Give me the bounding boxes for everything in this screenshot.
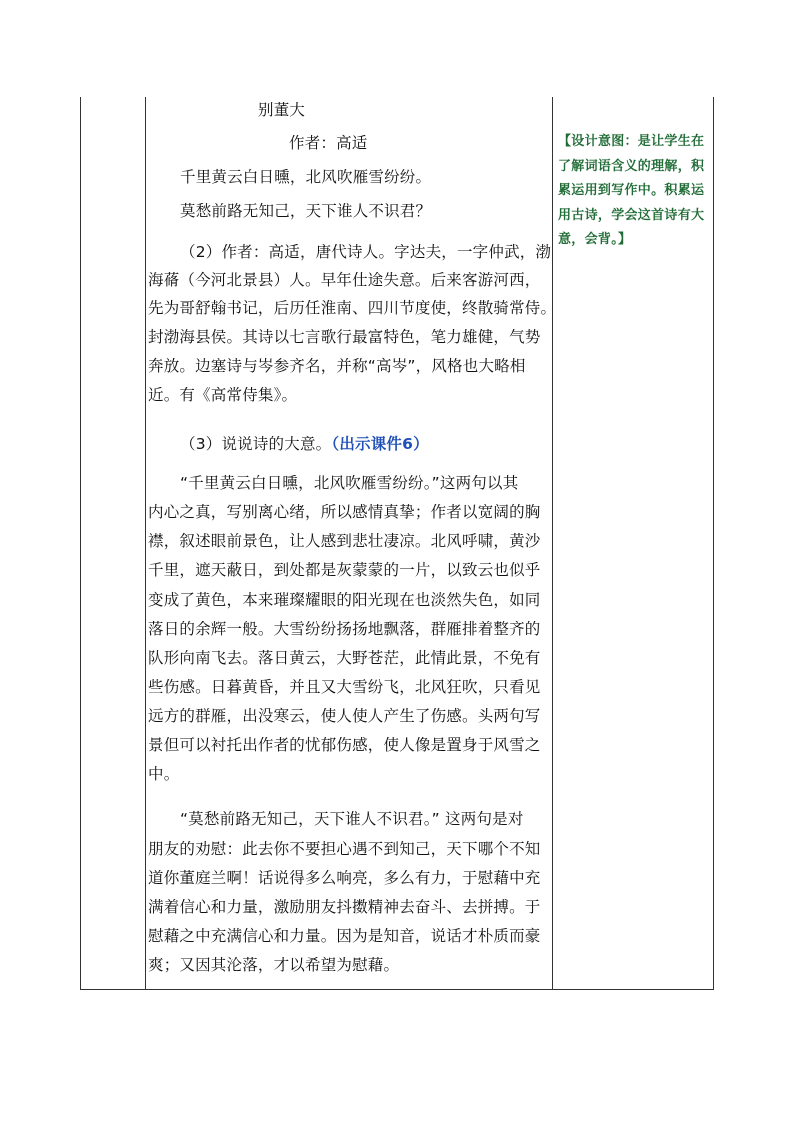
para1-line: 队形向南飞去。落日黄云，大野苍茫，此情此景，不免有 <box>148 649 541 667</box>
poem-author: 作者：高适 <box>289 134 368 152</box>
poem-title: 别董大 <box>258 101 306 119</box>
para1-line: 内心之真，写别离心绪，所以感情真挚；作者以宽阔的胸 <box>148 503 541 521</box>
table-column-divider-2 <box>552 97 553 990</box>
table-bottom-border <box>80 989 714 990</box>
meaning-heading <box>180 432 429 454</box>
table-left-border <box>80 97 81 990</box>
author-line: 近。有《高常侍集》。 <box>148 386 298 404</box>
para1-line: 千里，遮天蔽日，到处都是灰蒙蒙的一片，以致云也似乎 <box>148 561 541 579</box>
para2-line: “莫愁前路无知己，天下谁人不识君。” 这两句是对 <box>180 810 524 828</box>
para1-line: “千里黄云白日曛，北风吹雁雪纷纷。”这两句以其 <box>180 474 519 492</box>
para1-line: 远方的群雁，出没寒云，使人使人产生了伤感。头两句写 <box>148 707 541 725</box>
table-right-border <box>713 97 714 990</box>
author-line: 先为哥舒翰书记，后历任淮南、四川节度使，终散骑常侍。 <box>148 299 557 317</box>
design-intent-note <box>558 130 710 253</box>
para2-line: 满着信心和力量，激励朋友抖擞精神去奋斗、去拼搏。于 <box>148 898 541 916</box>
author-line: 奔放。边塞诗与岑参齐名，并称“高岑”，风格也大略相 <box>148 357 526 375</box>
table-column-divider-1 <box>145 97 146 990</box>
para1-line: 景但可以衬托出作者的忧郁伤感，使人像是置身于风雪之 <box>148 736 541 754</box>
para2-line: 爽；又因其沦落，才以希望为慰藉。 <box>148 956 400 974</box>
para1-line: 落日的余辉一般。大雪纷纷扬扬地飘落，群雁排着整齐的 <box>148 620 541 638</box>
design-note-line: 累运用到写作中。积累运 <box>558 183 705 198</box>
para1-line: 些伤感。日暮黄昏，并且又大雪纷飞，北风狂吹，只看见 <box>148 678 541 696</box>
para2-line: 慰藉之中充满信心和力量。因为是知音，说话才朴质而豪 <box>148 927 541 945</box>
author-line: 封渤海县侯。其诗以七言歌行最富特色，笔力雄健，气势 <box>148 328 541 346</box>
design-note-line: 意，会背。】 <box>558 232 632 247</box>
courseware-reference: （出示课件6） <box>331 435 429 453</box>
para1-line: 中。 <box>148 765 180 783</box>
design-note-line: 【设计意图：是让学生在 <box>558 134 705 149</box>
author-line: 海蓨（今河北景县）人。早年仕途失意。后来客游河西， <box>148 271 541 289</box>
author-line: （2）作者：高适，唐代诗人。字达夫，一字仲武，渤 <box>180 243 552 261</box>
para1-line: 襟，叙述眼前景色，让人感到悲壮凄凉。北风呼啸，黄沙 <box>148 532 541 550</box>
poem-line-1: 千里黄云白日曛，北风吹雁雪纷纷。 <box>180 168 432 186</box>
para2-line: 道你董庭兰啊！话说得多么响亮，多么有力，于慰藉中充 <box>148 869 541 887</box>
design-note-line: 了解词语含义的理解，积 <box>558 158 705 174</box>
poem-line-2: 莫愁前路无知己，天下谁人不识君？ <box>180 202 432 220</box>
para2-line: 朋友的劝慰：此去你不要担心遇不到知己，天下哪个不知 <box>148 840 541 858</box>
meaning-heading-text: （3）说说诗的大意。 <box>180 435 332 453</box>
para1-line: 变成了黄色，本来璀璨耀眼的阳光现在也淡然失色，如同 <box>148 591 541 609</box>
design-note-line: 用古诗，学会这首诗有大 <box>558 207 705 223</box>
